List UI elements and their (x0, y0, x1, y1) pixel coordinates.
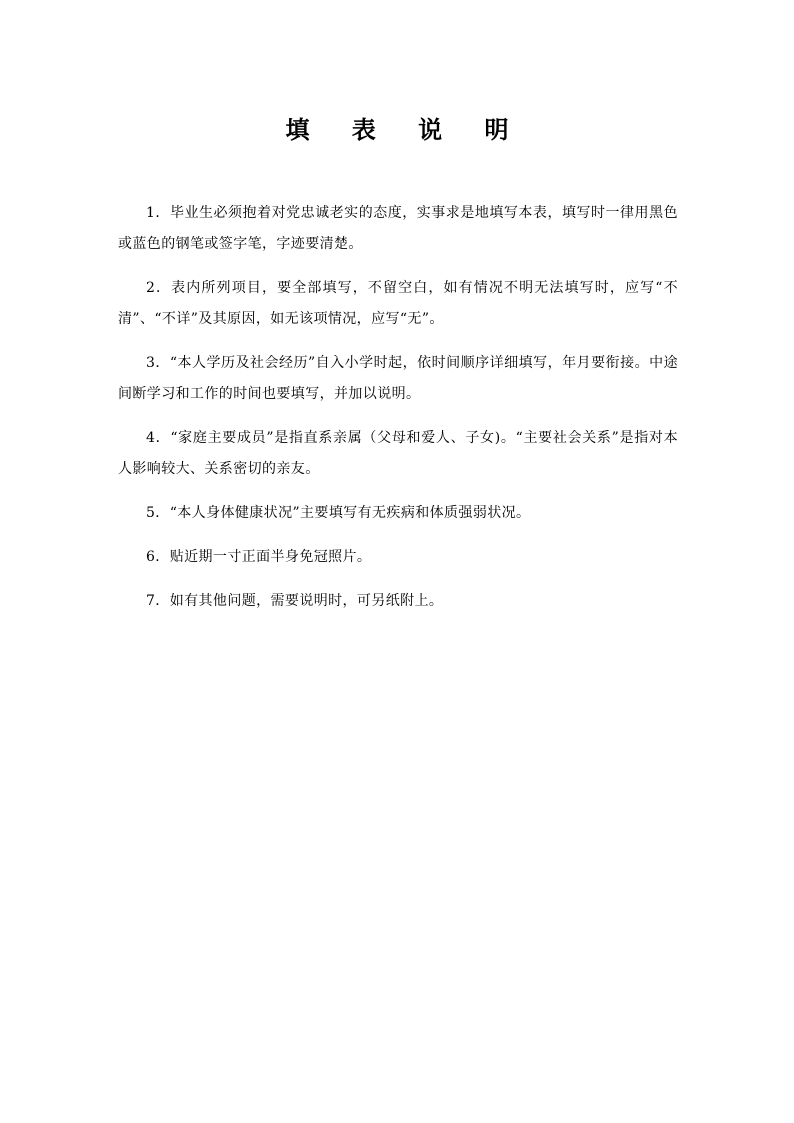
instruction-item-4 (118, 423, 678, 485)
item-number: 7． (146, 593, 170, 609)
item-number: 6． (146, 549, 170, 565)
item-number: 4． (146, 430, 171, 446)
item-text: 如有其他问题，需要说明时，可另纸附上。 (169, 593, 444, 609)
instruction-item-3 (118, 348, 678, 410)
item-text: 毕业生必须抱着对党忠诚老实的态度，实事求是地填写本表，填写时一律用黑色或蓝色的钢笔或签字笔，字迹要清楚。 (118, 205, 678, 252)
item-text: “家庭主要成员”是指直系亲属（父母和爱人、子女)。“主要社会关系”是指对本人影响较大、关系密切的亲友。 (118, 430, 678, 477)
item-number: 2． (146, 280, 172, 296)
item-number: 5． (146, 505, 170, 521)
instruction-item-7 (118, 586, 678, 617)
instruction-item-5 (118, 498, 678, 529)
instruction-item-1 (118, 198, 678, 260)
item-number: 1． (146, 205, 170, 221)
item-text: “本人学历及社会经历”自入小学时起，依时间顺序详细填写，年月要衔接。中途间断学习和工作的时间也要填写，并加以说明。 (118, 355, 678, 402)
item-number: 3． (146, 355, 170, 371)
item-text: “本人身体健康状况”主要填写有无疾病和体质强弱状况。 (169, 505, 531, 521)
item-text: 表内所列项目，要全部填写，不留空白，如有情况不明无法填写时，应写“不清”、“不详”及其原因，如无该项情况，应写“无”。 (118, 280, 678, 327)
page-title: 填 表 说 明 (285, 115, 526, 144)
instruction-item-6 (118, 542, 678, 573)
item-text: 贴近期一寸正面半身免冠照片。 (169, 549, 372, 565)
instruction-item-2 (118, 273, 678, 335)
instruction-list (118, 198, 678, 630)
